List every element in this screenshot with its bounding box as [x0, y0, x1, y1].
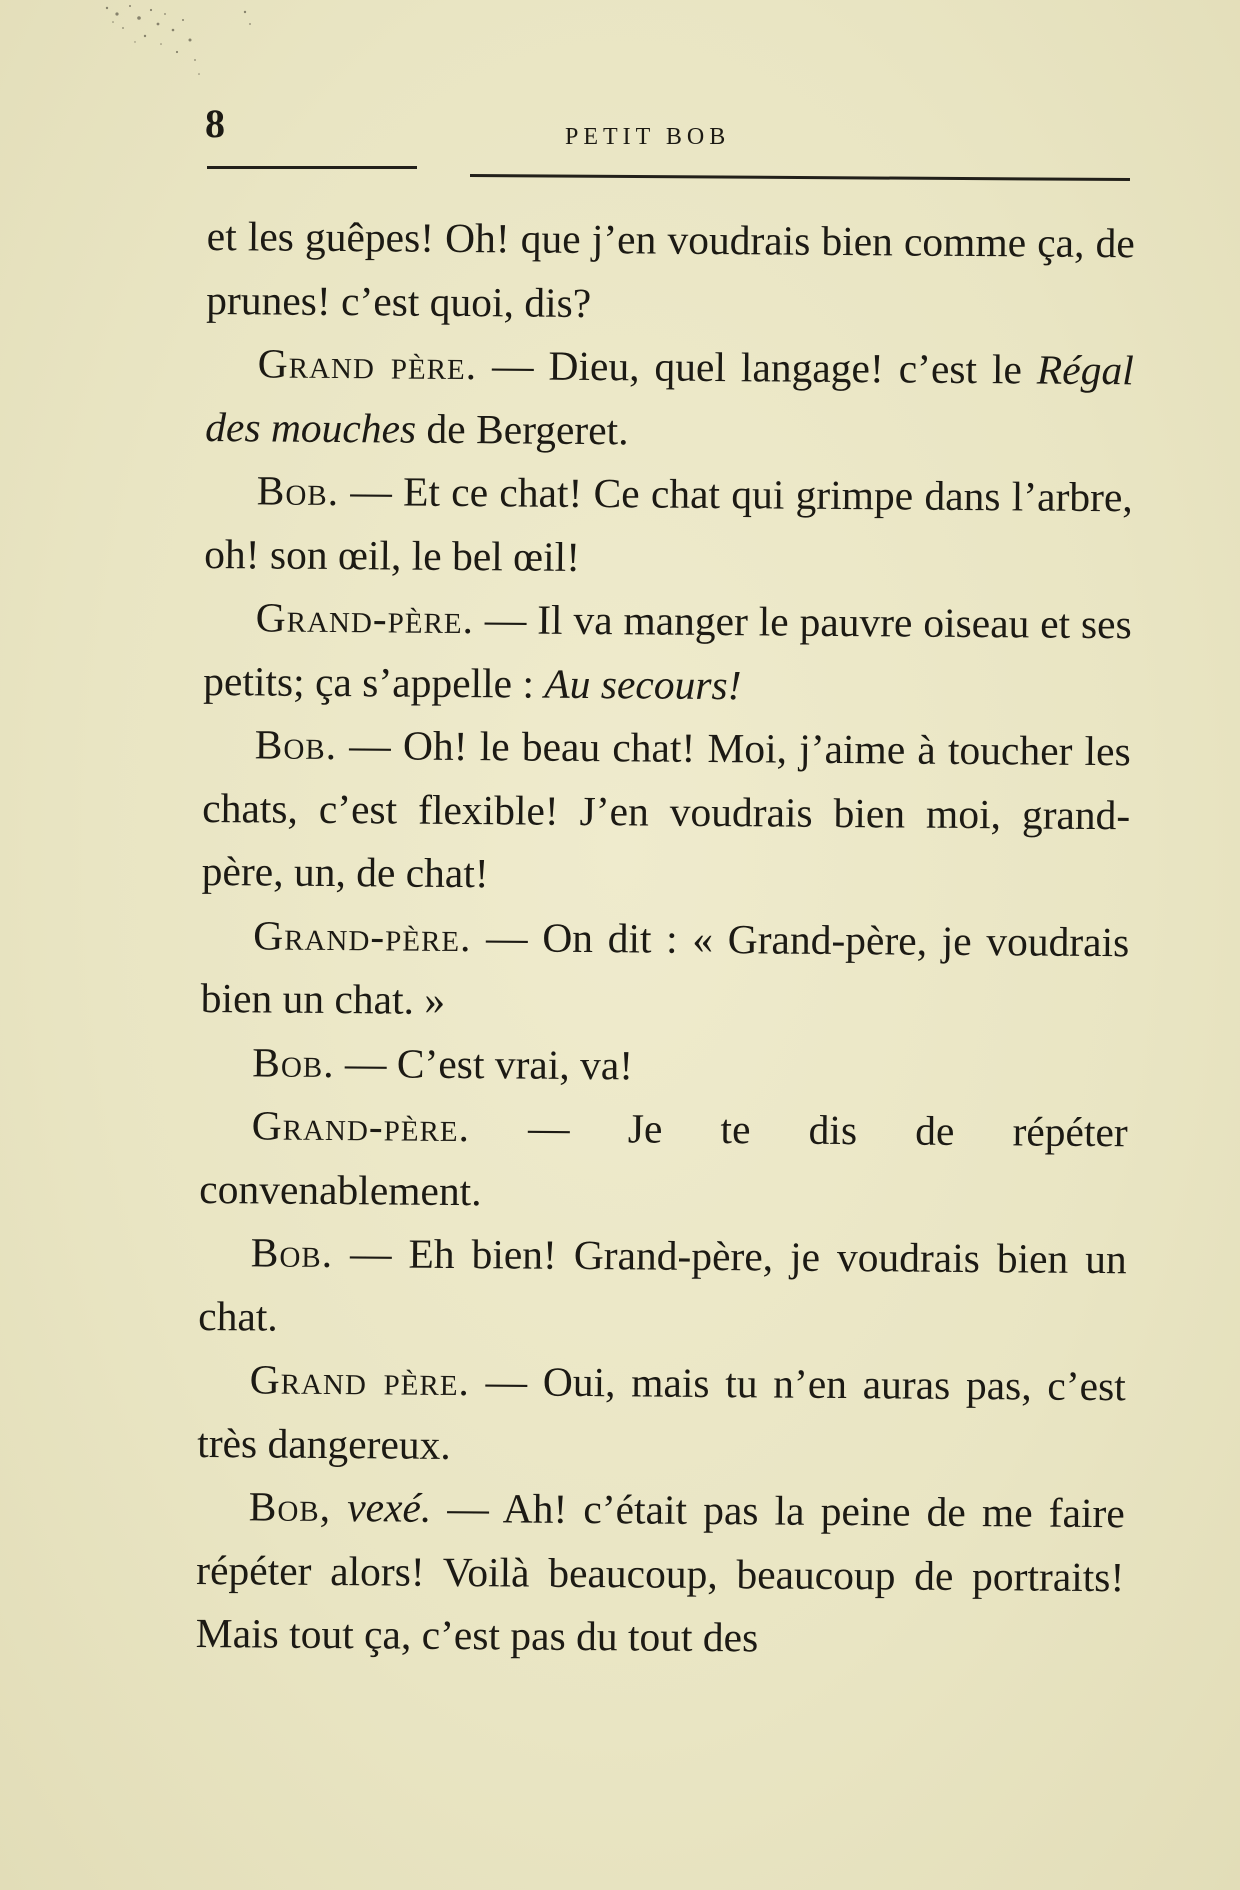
dialogue-paragraph: [196, 1475, 1125, 1673]
dialogue-paragraph: [204, 459, 1133, 593]
speaker-name: Grand-père.: [251, 1102, 471, 1151]
dialogue-paragraph: [197, 1348, 1126, 1482]
speech-text: — Et ce chat! Ce chat qui grimpe dans l’arbre, oh! son œil, le bel œil!: [204, 468, 1133, 580]
speaker-name: Bob.: [254, 721, 338, 769]
speaker-name: Grand père.: [249, 1356, 471, 1405]
speech-text: — Eh bien! Grand-père, je voudrais bien un chat.: [198, 1230, 1127, 1340]
speaker-name: Grand-père.: [255, 594, 475, 643]
speech-text: — Oh! le beau chat! Moi, j’aime à toucher les chats, c’est flexible! J’en voudrais bien moi, grand-père, un, de chat!: [201, 722, 1131, 897]
speaker-name: Bob,: [248, 1483, 332, 1531]
continuation-paragraph: et les guêpes! Oh! que j’en voudrais bien comme ça, de prunes! c’est quoi, dis?: [206, 212, 1135, 326]
dialogue-paragraph: [198, 1221, 1127, 1355]
running-head: PETIT BOB: [565, 124, 731, 150]
speech-text: de Bergeret.: [415, 405, 629, 453]
dialogue-paragraph: [203, 586, 1132, 720]
dialogue-paragraph: [202, 713, 1131, 911]
speech-text: — Dieu, quel langage! c’est le: [476, 342, 1038, 393]
speech-text: — Ah! c’était pas la peine de me faire répéter alors! Voilà beaucoup, beaucoup de portraits! Mais tout ça, c’est pas du tout des: [195, 1484, 1125, 1661]
italic-text: Régal des mouches: [205, 346, 1134, 452]
header-rule-left: [207, 166, 417, 169]
speech-text: — C’est vrai, va!: [334, 1039, 634, 1088]
dialogue-paragraph: [205, 332, 1134, 466]
speaker-name: Grand-père.: [253, 911, 472, 960]
dialogue-text: [196, 205, 1135, 1673]
page-header: [205, 100, 1135, 160]
italic-text: vexé.: [347, 1484, 432, 1531]
speech-text: [331, 1484, 347, 1530]
speaker-name: Bob.: [252, 1038, 335, 1086]
speaker-name: Grand père.: [257, 340, 478, 389]
ink-speckles: [95, 0, 255, 110]
speech-text: — Il va manger le pauvre oiseau et ses petits; ça s’appelle :: [203, 596, 1132, 707]
italic-text: Au secours!: [544, 660, 742, 708]
dialogue-lines: [196, 332, 1134, 1673]
speaker-name: Bob.: [256, 467, 340, 515]
dialogue-paragraph: [201, 903, 1130, 1037]
speech-text: — Je te dis de répéter convenablement.: [199, 1104, 1128, 1214]
dialogue-paragraph: [200, 1030, 1128, 1101]
speech-text: — On dit : « Grand-père, je voudrais bien un chat. »: [200, 913, 1130, 1023]
speaker-name: Bob.: [250, 1229, 334, 1277]
speech-text: — Oui, mais tu n’en auras pas, c’est très dangereux.: [197, 1358, 1126, 1468]
header-rule-right: [470, 174, 1130, 181]
dialogue-paragraph: [199, 1094, 1128, 1228]
page-number: 8: [205, 101, 225, 146]
